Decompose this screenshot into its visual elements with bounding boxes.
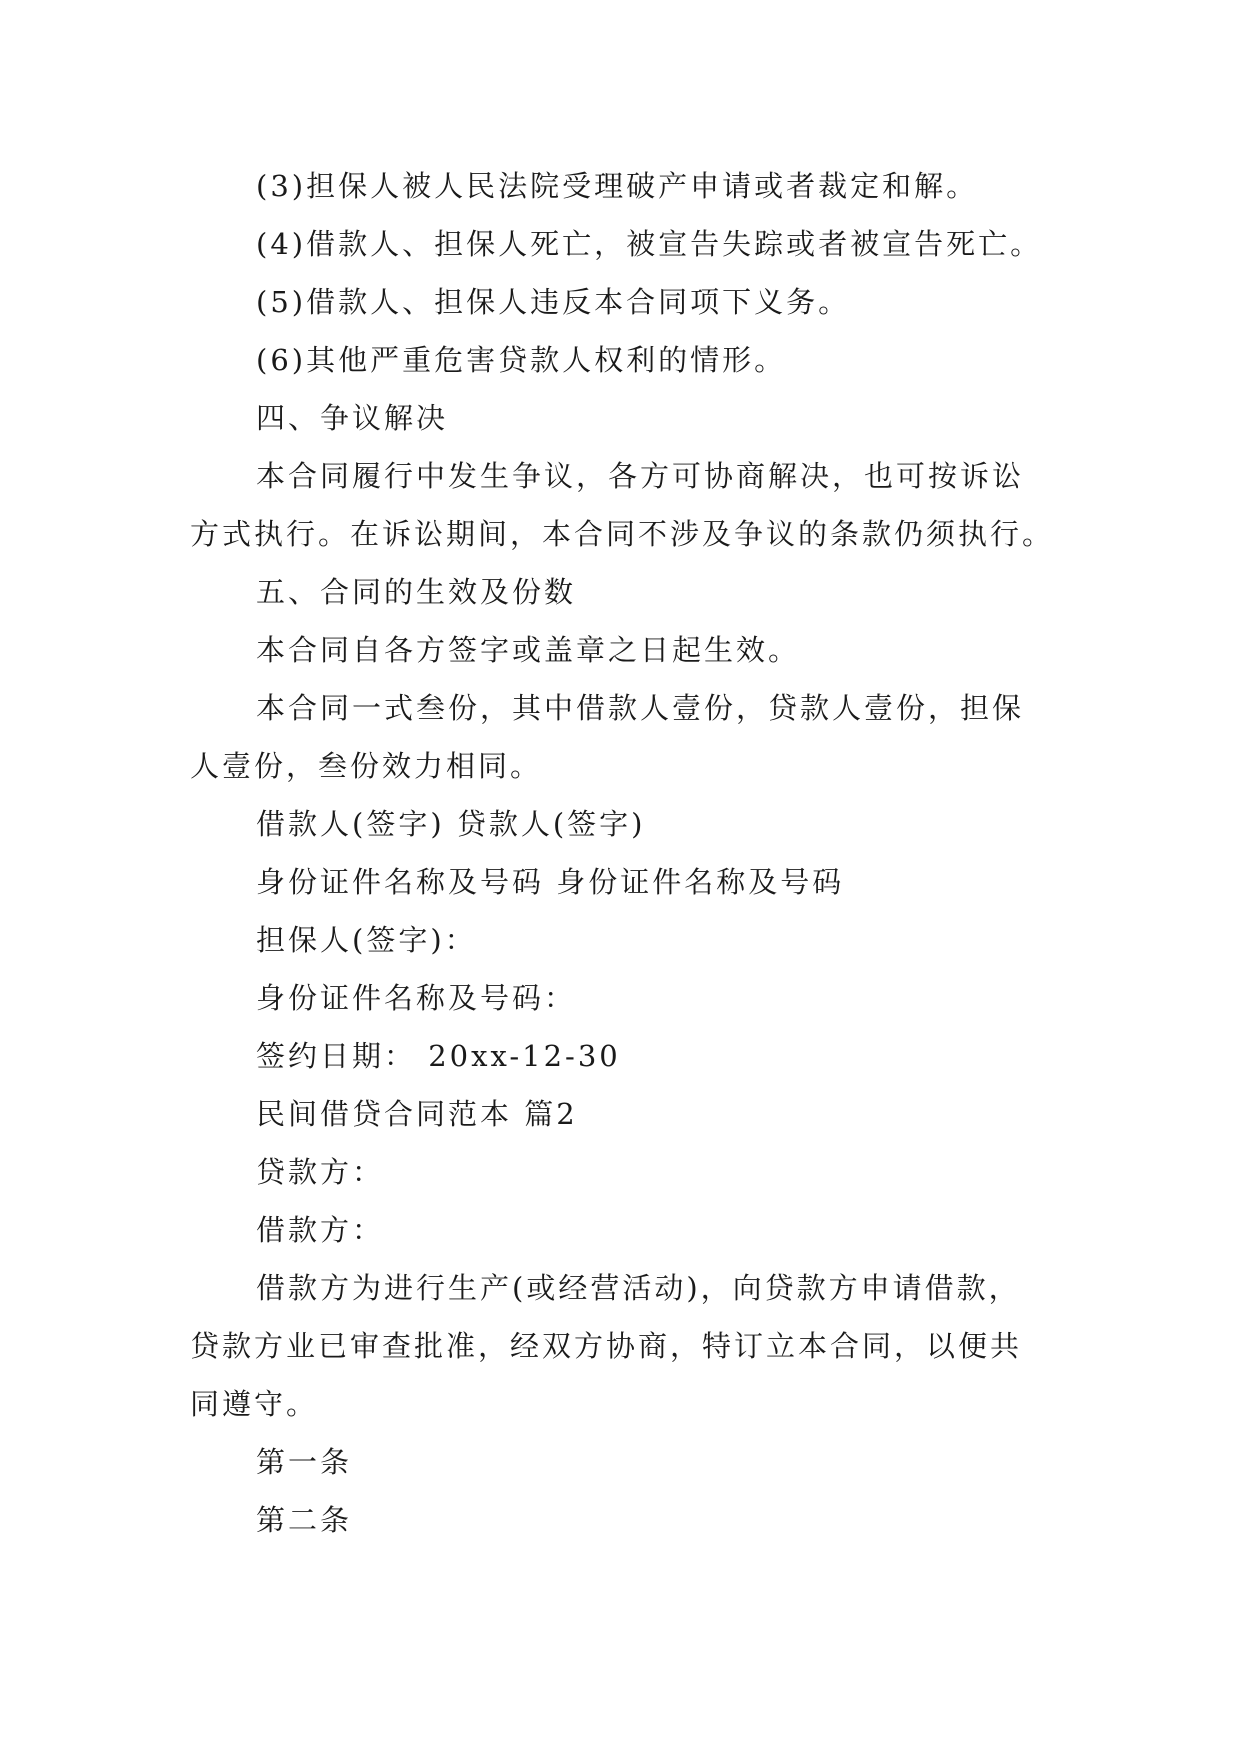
clause-5-text: (5)借款人、担保人违反本合同项下义务。 [256, 285, 851, 319]
signature-line-parties: 借款人(签字) 贷款人(签字) [256, 807, 646, 841]
guarantor-id-line: 身份证件名称及号码： [256, 981, 577, 1015]
paragraph-line: 人壹份，叁份效力相同。 [190, 749, 543, 783]
article-1-heading: 第一条 [256, 1445, 353, 1479]
id-line-parties: 身份证件名称及号码 身份证件名称及号码 [256, 865, 845, 899]
signing-date: 签约日期： 20xx-12-30 [256, 1039, 621, 1073]
paragraph-line: 贷款方业已审查批准，经双方协商，特订立本合同，以便共 [190, 1329, 1023, 1363]
clause-3-text: (3)担保人被人民法院受理破产申请或者裁定和解。 [256, 169, 979, 203]
clause-4-text: (4)借款人、担保人死亡，被宣告失踪或者被宣告死亡。 [256, 227, 1043, 261]
article-2-heading: 第二条 [256, 1503, 353, 1537]
clause-6-text: (6)其他严重危害贷款人权利的情形。 [256, 343, 787, 377]
paragraph-line: 本合同自各方签字或盖章之日起生效。 [256, 633, 801, 667]
section-heading-effect: 五、合同的生效及份数 [256, 575, 577, 609]
paragraph-line: 借款方为进行生产(或经营活动)，向贷款方申请借款， [256, 1271, 1021, 1305]
contract-title-part-2: 民间借贷合同范本 篇2 [256, 1097, 578, 1131]
paragraph-line: 本合同履行中发生争议，各方可协商解决，也可按诉讼 [256, 459, 1025, 493]
guarantor-signature-line: 担保人(签字)： [256, 923, 477, 957]
paragraph-line: 本合同一式叁份，其中借款人壹份，贷款人壹份，担保 [256, 691, 1025, 725]
paragraph-line: 方式执行。在诉讼期间，本合同不涉及争议的条款仍须执行。 [190, 517, 1055, 551]
section-heading-dispute: 四、争议解决 [256, 401, 449, 435]
paragraph-line: 同遵守。 [190, 1387, 319, 1421]
borrower-line: 借款方： [256, 1213, 385, 1247]
lender-line: 贷款方： [256, 1155, 385, 1189]
